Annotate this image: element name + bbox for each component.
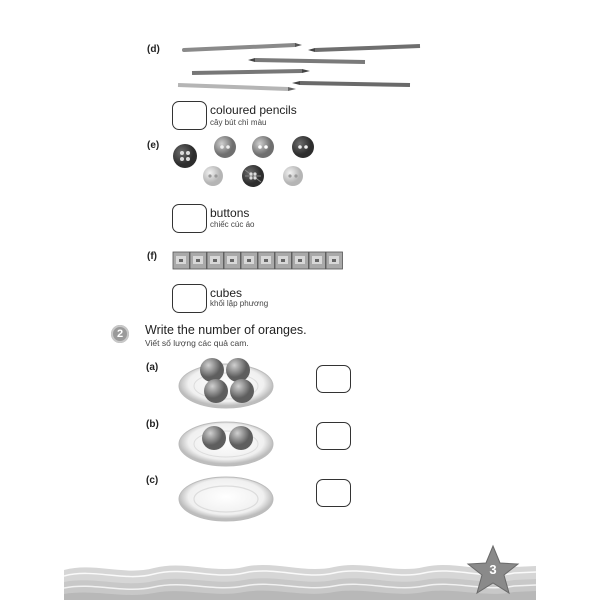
- clothing-button: [242, 165, 264, 187]
- cubes-illustration: [172, 250, 352, 272]
- pencil: [184, 43, 302, 50]
- orange: [229, 426, 253, 450]
- clothing-button: [214, 136, 236, 158]
- pencil: [248, 58, 365, 62]
- empty-plate-c: [176, 473, 276, 525]
- orange: [200, 358, 224, 382]
- exercise-title: Write the number of oranges.: [145, 323, 307, 337]
- answer-box-c[interactable]: [316, 479, 351, 507]
- exercise-subtitle: Viết số lượng các quả cam.: [145, 338, 249, 348]
- answer-box-a[interactable]: [316, 365, 351, 393]
- answer-box-b[interactable]: [316, 422, 351, 450]
- answer-box-e[interactable]: [172, 204, 207, 233]
- item-label-b: (b): [146, 419, 159, 430]
- plate: [179, 477, 273, 521]
- word-english-f: cubes: [210, 286, 243, 300]
- plate-with-oranges-a: [176, 352, 276, 412]
- plate-with-oranges-b: [176, 416, 276, 470]
- pencils-illustration: [170, 38, 430, 98]
- item-label-d: (d): [147, 44, 160, 55]
- orange: [202, 426, 226, 450]
- orange: [230, 379, 254, 403]
- item-label-c: (c): [146, 475, 159, 486]
- page-number: 3: [489, 562, 497, 577]
- pencil: [308, 46, 420, 52]
- word-vietnamese-f: khối lập phương: [210, 299, 269, 308]
- item-label-f: (f): [147, 251, 157, 262]
- clothing-button: [203, 166, 223, 186]
- pencil: [292, 81, 410, 85]
- plate: [179, 422, 273, 466]
- clothing-button: [292, 136, 314, 158]
- orange: [204, 379, 228, 403]
- answer-box-f[interactable]: [172, 284, 207, 313]
- clothing-button: [252, 136, 274, 158]
- buttons-illustration: [165, 130, 325, 195]
- item-label-e: (e): [147, 140, 160, 151]
- pencil: [178, 85, 296, 91]
- exercise-number-badge: [111, 325, 129, 343]
- pencil: [192, 69, 310, 73]
- clothing-button: [173, 144, 197, 168]
- word-english-e: buttons: [210, 206, 250, 220]
- word-vietnamese-e: chiếc cúc áo: [210, 220, 255, 229]
- item-label-a: (a): [146, 362, 159, 373]
- word-english-d: coloured pencils: [210, 103, 297, 117]
- clothing-button: [283, 166, 303, 186]
- answer-box-d[interactable]: [172, 101, 207, 130]
- orange: [226, 358, 250, 382]
- exercise-number: 2: [116, 328, 124, 340]
- word-vietnamese-d: cây bút chì màu: [210, 118, 267, 127]
